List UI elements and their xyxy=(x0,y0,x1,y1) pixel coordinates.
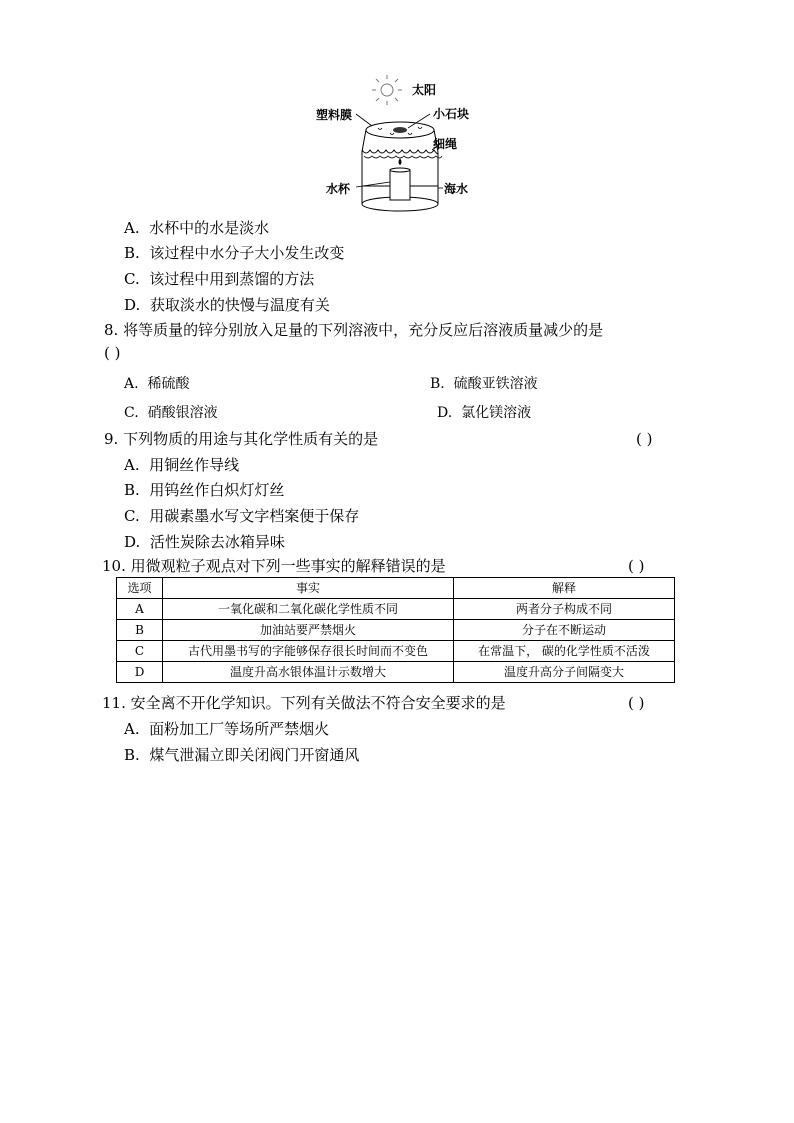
q10-answer-paren: ( ) xyxy=(628,557,645,575)
table-cell: 加油站要严禁烟火 xyxy=(163,620,454,641)
q8-option-c: C. 硝酸银溶液 xyxy=(124,405,218,421)
label-plastic-film: 塑料膜 xyxy=(316,108,353,122)
q7-option-d: D. 获取淡水的快慢与温度有关 xyxy=(124,296,330,314)
table-row xyxy=(117,641,675,662)
table-cell: D xyxy=(117,662,163,683)
table-cell: C xyxy=(117,641,163,662)
q8-option-b: B. 硫酸亚铁溶液 xyxy=(430,376,538,392)
q8-option-d: D. 氯化镁溶液 xyxy=(437,405,532,421)
q9-option-d: D. 活性炭除去冰箱异味 xyxy=(124,533,285,551)
q9-option-c: C. 用碳素墨水写文字档案便于保存 xyxy=(124,507,360,525)
q7-option-b: B. 该过程中水分子大小发生改变 xyxy=(124,244,345,262)
sun-icon xyxy=(372,75,402,105)
table-cell: 在常温下， 碳的化学性质不活泼 xyxy=(454,641,675,662)
table-header: 事实 xyxy=(163,578,454,599)
table-header: 选项 xyxy=(117,578,163,599)
q8-stem: 8. 将等质量的锌分别放入足量的下列溶液中，充分反应后溶液质量减少的是 xyxy=(104,321,604,339)
q11-answer-paren: ( ) xyxy=(628,694,645,712)
table-cell: 温度升高分子间隔变大 xyxy=(454,662,675,683)
q11-option-b: B. 煤气泄漏立即关闭阀门开窗通风 xyxy=(124,746,360,764)
table-row xyxy=(117,620,675,641)
q7-option-a: A. 水杯中的水是淡水 xyxy=(124,219,270,237)
table-cell: 两者分子构成不同 xyxy=(454,599,675,620)
solar-still-figure xyxy=(300,70,500,215)
label-water-cup: 水杯 xyxy=(326,182,351,196)
table-cell: 一氧化碳和二氧化碳化学性质不同 xyxy=(163,599,454,620)
q9-stem: 9. 下列物质的用途与其化学性质有关的是 xyxy=(104,430,379,448)
table-row xyxy=(117,599,675,620)
label-sun: 太阳 xyxy=(412,83,437,97)
q11-stem: 11. 安全离不开化学知识。下列有关做法不符合安全要求的是 xyxy=(102,694,506,712)
q9-answer-paren: ( ) xyxy=(636,430,653,448)
table-header-row xyxy=(117,578,675,599)
table-cell: A xyxy=(117,599,163,620)
label-small-stone: 小石块 xyxy=(433,107,470,121)
table-header: 解释 xyxy=(454,578,675,599)
q8-answer-paren: ( ) xyxy=(104,344,121,362)
q9-option-a: A. 用铜丝作导线 xyxy=(124,456,240,474)
table-row xyxy=(117,662,675,683)
q10-stem: 10. 用微观粒子观点对下列一些事实的解释错误的是 xyxy=(102,557,446,575)
label-seawater: 海水 xyxy=(444,182,469,196)
q9-option-b: B. 用钨丝作白炽灯灯丝 xyxy=(124,481,285,499)
label-rope: 细绳 xyxy=(433,137,458,151)
facts-table xyxy=(116,577,675,683)
table-cell: 古代用墨书写的字能够保存很长时间而不变色 xyxy=(163,641,454,662)
q8-option-a: A. 稀硫酸 xyxy=(124,376,190,392)
q7-option-c: C. 该过程中用到蒸馏的方法 xyxy=(124,270,315,288)
table-cell: 分子在不断运动 xyxy=(454,620,675,641)
table-cell: 温度升高水银体温计示数增大 xyxy=(163,662,454,683)
q11-option-a: A. 面粉加工厂等场所严禁烟火 xyxy=(124,720,330,738)
table-cell: B xyxy=(117,620,163,641)
